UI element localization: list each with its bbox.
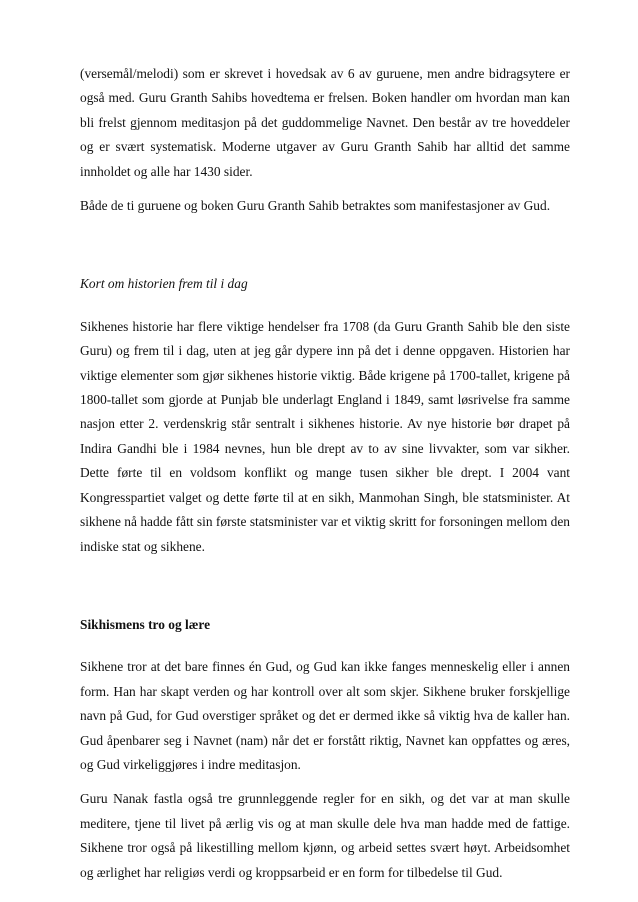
beliefs-paragraph-1: Sikhene tror at det bare finnes én Gud, og Gud kan ikke fanges menneskelig eller i annen form. Han har skapt verden og har kontroll over alt som skjer. Sikhene bruker forskjellige navn på Gud, for Gud overstiger språket og det er dermed ikke så viktig hva de kaller han. Gud åpenbarer seg i Navnet (nam) når det er forstått riktig, Navnet kan oppfattes og æres, og Gud virkeliggjøres i indre meditasjon. [80, 659, 570, 772]
history-section [80, 272, 570, 558]
manifestation-paragraph: Både de ti guruene og boken Guru Granth Sahib betraktes som manifestasjoner av Gud. [80, 198, 551, 214]
beliefs-heading: Sikhismens tro og lære [80, 616, 211, 632]
intro-paragraph: (versemål/melodi) som er skrevet i hovedsak av 6 av guruene, men andre bidragsytere er også med. Guru Granth Sahibs hovedtema er frelsen. Boken handler om hvordan man kan bli frelst gjennom meditasjon på det guddommelige Navnet. Den består av tre hoveddeler og er svært systematisk. Moderne utgaver av Guru Granth Sahib har alltid det samme innholdet og alle har 1430 sider. [80, 66, 570, 179]
beliefs-paragraph-2: Guru Nanak fastla også tre grunnleggende regler for en sikh, og det var at man skulle meditere, tjene til livet på ærlig vis og at man skulle dele hva man hadde med de fattige. Sikhene tror også på likestilling mellom kjønn, og arbeid settes svært høyt. Arbeidsomhet og ærlighet har religiøs verdi og kroppsarbeid er en form for tilbedelse til Gud. [80, 791, 570, 880]
beliefs-section [80, 613, 570, 885]
history-heading: Kort om historien frem til i dag [80, 276, 248, 292]
history-paragraph: Sikhenes historie har flere viktige hendelser fra 1708 (da Guru Granth Sahib ble den siste Guru) og frem til i dag, uten at jeg går dypere inn på det i denne oppgaven. Historien har viktige elementer som gjør sikhenes historie viktig. Både krigene på 1700-tallet, krigene på 1800-tallet som gjorde at Punjab ble underlagt England i 1849, samt løsrivelse fra samme nasjon etter 2. verdenskrig står sentralt i sikhenes historie. Av nye historie bør drapet på Indira Gandhi ble i 1984 nevnes, hun ble drept av to av sine livvakter, som var sikher. Dette førte til en voldsom konflikt og mange tusen sikher ble drept. I 2004 vant Kongresspartiet valget og dette førte til at en sikh, Manmohan Singh, ble statsminister. At sikhene nå hadde fått sin første statsminister var et viktig skritt for forsoningen mellom den indiske stat og sikhene. [80, 318, 570, 554]
